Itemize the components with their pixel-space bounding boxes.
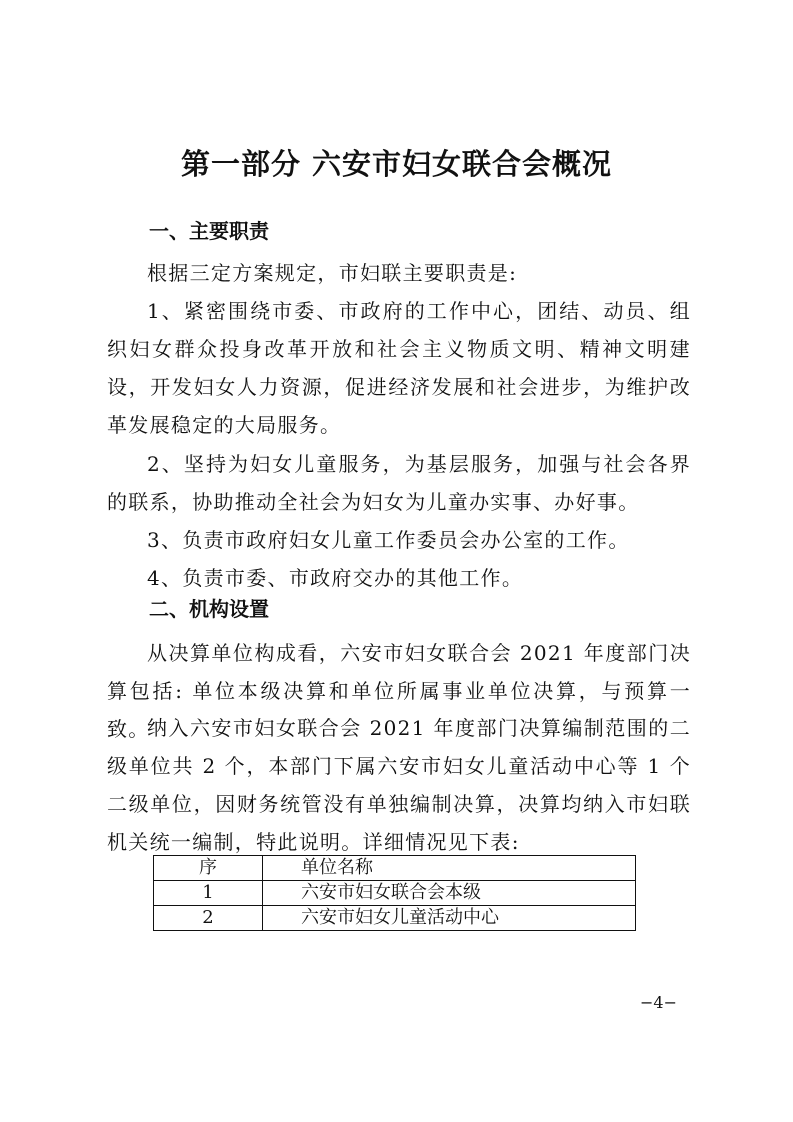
duty-item-4: 4、负责市委、市政府交办的其他工作。 (147, 566, 524, 590)
page-title: 第一部分 六安市妇女联合会概况 (180, 147, 613, 181)
organization-paragraph-1: 从决算单位构成看，六安市妇女联合会 2021 年度部门决算包括: 单位本级决算和单位所属事业单位决算，与预算一致。 (107, 641, 691, 741)
section-heading-main-duties: 一、主要职责 (149, 219, 269, 243)
table-header-unit-name: 单位名称 (263, 856, 636, 881)
page-number: −4− (640, 993, 677, 1012)
table-cell-seq: 2 (154, 906, 263, 931)
duty-item-2: 2、坚持为妇女儿童服务，为基层服务，加强与社会各界的联系，协助推动全社会为妇女为儿童办实事、办好事。 (107, 452, 691, 514)
table-header-seq: 序 (154, 856, 263, 881)
section-heading-organization: 二、机构设置 (149, 597, 269, 621)
table-cell-unit-name: 六安市妇女儿童活动中心 (263, 906, 636, 931)
duty-item-3: 3、负责市政府妇女儿童工作委员会办公室的工作。 (147, 528, 630, 552)
duty-item-1: 1、紧密围绕市委、市政府的工作中心，团结、动员、组织妇女群众投身改革开放和社会主义物质文明、精神文明建设，开发妇女人力资源，促进经济发展和社会进步，为维护改革发展稳定的大局服务。 (107, 299, 691, 437)
table-row (154, 881, 636, 906)
unit-table (153, 855, 636, 931)
table-cell-unit-name: 六安市妇女联合会本级 (263, 881, 636, 906)
table-header-row (154, 856, 636, 881)
duties-intro-paragraph: 根据三定方案规定，市妇联主要职责是: (147, 261, 518, 285)
table-cell-seq: 1 (154, 881, 263, 906)
table-row (154, 906, 636, 931)
organization-paragraph-2: 纳入六安市妇女联合会 2021 年度部门决算编制范围的二级单位共 2 个，本部门下属六安市妇女儿童活动中心等 1 个二级单位，因财务统管没有单独编制决算，决算均纳入市妇联机关统一编制，特此说明。详细情况见下表: (107, 716, 691, 854)
